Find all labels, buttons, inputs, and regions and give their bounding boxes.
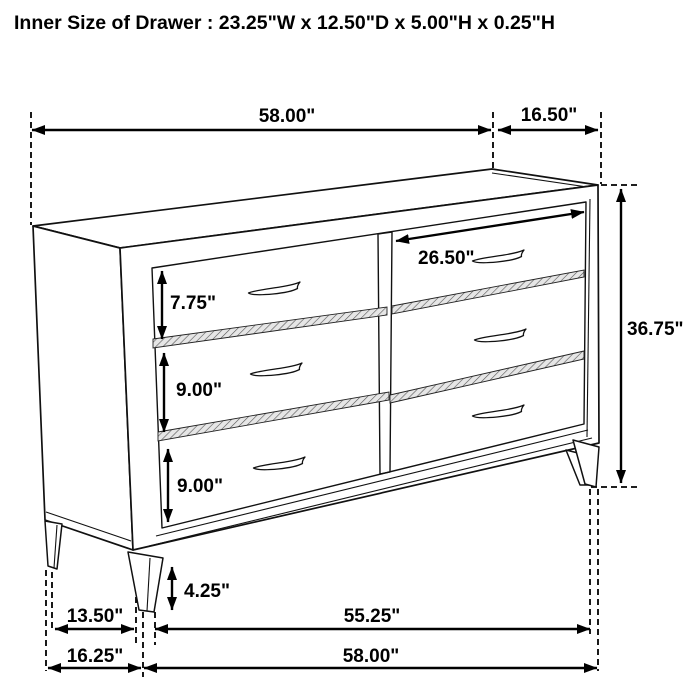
dim-label-drawer3-height: 9.00" [177,476,223,497]
dim-label-leg-span-side: 13.50" [66,606,124,627]
dresser-left-side-panel [33,226,133,550]
dim-label-leg-height: 4.25" [184,581,230,602]
dim-label-overall-width-bottom: 58.00" [342,646,400,667]
dresser-drawing [33,169,599,612]
dim-label-top-depth: 16.50" [520,105,578,126]
front-left-leg [128,552,163,612]
diagram-title: Inner Size of Drawer : 23.25"W x 12.50"D x 5.00"H x 0.25"H [14,12,555,34]
dim-label-drawer2-height: 9.00" [176,380,222,401]
dim-label-floor-span-side: 16.25" [66,646,124,667]
dim-label-drawer-width: 26.50" [418,248,475,269]
dim-label-leg-span-front: 55.25" [343,606,401,627]
dim-label-drawer1-height: 7.75" [170,293,216,314]
dim-label-overall-height: 36.75" [627,319,684,340]
dim-label-top-width: 58.00" [258,106,316,127]
rear-left-leg [45,521,62,569]
